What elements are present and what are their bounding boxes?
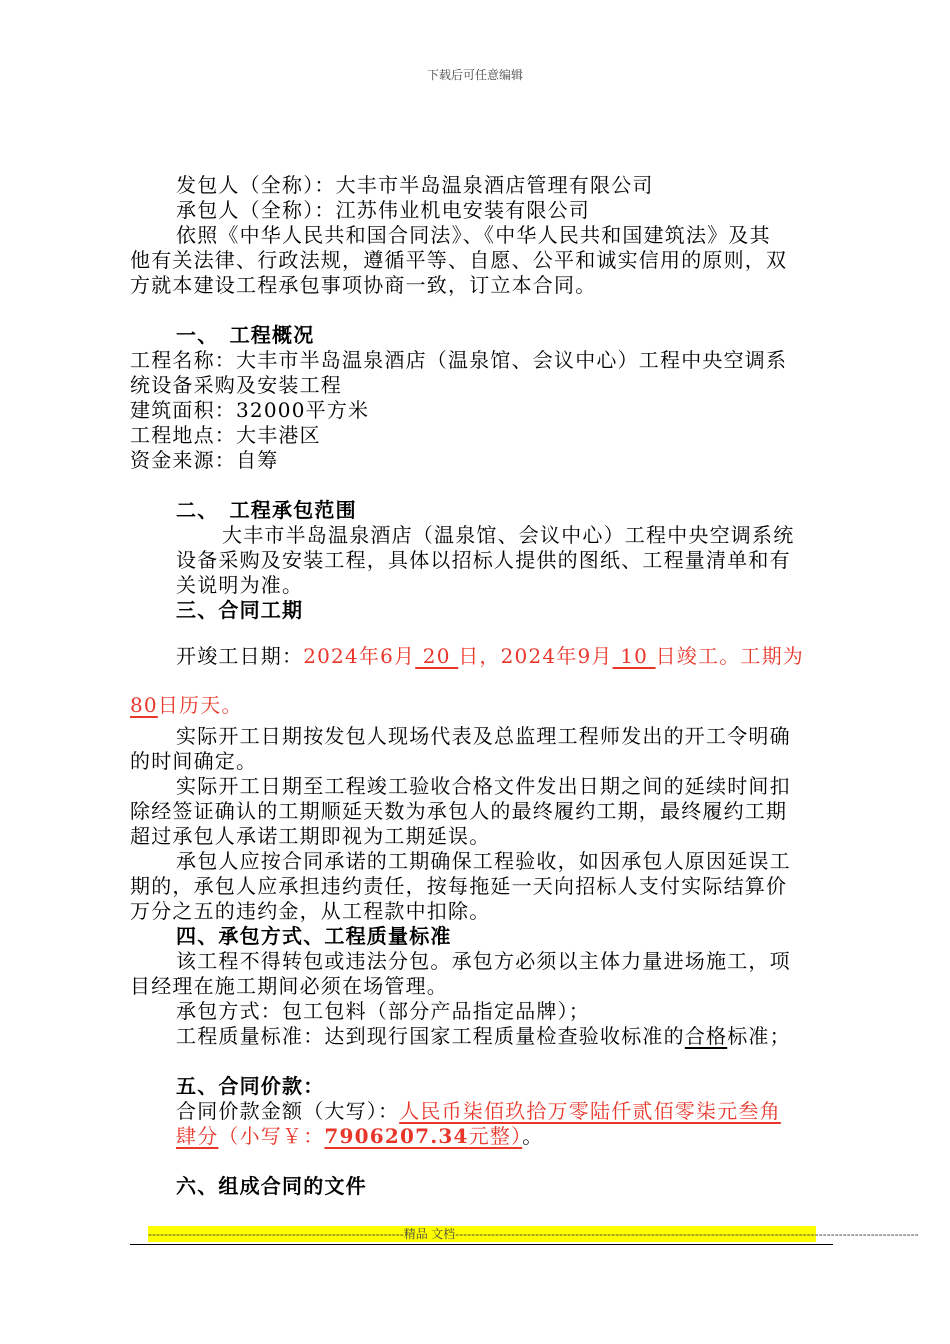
contract-mode-line-3: 承包方式：包工包料（部分产品指定品牌）；	[176, 999, 590, 1023]
start-date-suffix: 日，2024年9月	[458, 644, 613, 668]
price-words-2: 肆分	[176, 1124, 219, 1148]
start-date-prefix: 2024年6月	[303, 644, 416, 668]
footer-label: 精品 文档	[403, 1227, 456, 1241]
schedule-paragraph-5: 超过承包人承诺工期即视为工期延误。	[130, 824, 491, 848]
preamble-line-1: 依照《中华人民共和国合同法》、《中华人民共和国建筑法》及其	[176, 223, 771, 247]
schedule-paragraph-3: 实际开工日期至工程竣工验收合格文件发出日期之间的延续时间扣	[176, 774, 791, 798]
schedule-paragraph-8: 万分之五的违约金，从工程款中扣除。	[130, 899, 491, 923]
employer-line: 发包人（全称）：大丰市半岛温泉酒店管理有限公司	[176, 173, 654, 197]
section3-heading: 三、合同工期	[176, 598, 304, 622]
schedule-label: 开竣工日期：	[176, 644, 304, 668]
footer-left-dashes: ----------------------------------------------------------------	[148, 1227, 404, 1241]
scope-line-2: 设备采购及安装工程，具体以招标人提供的图纸、工程量清单和有	[176, 548, 791, 572]
preamble-line-3: 方就本建设工程承包事项协商一致，订立本合同。	[130, 273, 597, 297]
project-name-line-2: 统设备采购及安装工程	[130, 373, 342, 397]
header-note: 下载后可任意编辑	[426, 68, 523, 82]
schedule-paragraph-1: 实际开工日期按发包人现场代表及总监理工程师发出的开工令明确	[176, 724, 791, 748]
price-end: 。	[522, 1124, 544, 1148]
footer-banner	[148, 1226, 919, 1242]
schedule-paragraph-6: 承包人应按合同承诺的工期确保工程验收，如因承包人原因延误工	[176, 849, 791, 873]
price-line-1	[176, 1099, 781, 1124]
section1-heading: 一、 工程概况	[176, 323, 315, 347]
building-area-line: 建筑面积：32000平方米	[130, 398, 370, 422]
contractor-line: 承包人（全称）：江苏伟业机电安装有限公司	[176, 198, 590, 222]
funding-source-line: 资金来源：自筹	[130, 448, 279, 472]
scope-line-3: 关说明为准。	[176, 573, 304, 597]
duration-suffix: 日历天。	[157, 693, 243, 717]
schedule-paragraph-7: 期的，承包人应承担违约责任，按每拖延一天向招标人支付实际结算价	[130, 874, 788, 898]
duration-line	[130, 693, 243, 718]
quality-level: 合格	[684, 1024, 728, 1048]
footer-right-dashes: --------------------------------------------------------------------------------------------------------------------	[455, 1227, 919, 1241]
price-number: 7906207.34	[324, 1124, 469, 1148]
footer-rule	[130, 1244, 833, 1245]
preamble-line-2: 他有关法律、行政法规，遵循平等、自愿、公平和诚实信用的原则，双	[130, 248, 788, 272]
price-words-1: 人民币柒佰玖拾万零陆仟贰佰零柒元叁角	[399, 1099, 781, 1123]
section2-heading: 二、 工程承包范围	[176, 498, 357, 522]
section5-heading: 五、合同价款：	[176, 1074, 325, 1098]
quality-prefix: 工程质量标准：达到现行国家工程质量检查验收标准的	[176, 1024, 685, 1048]
project-name-line-1: 工程名称：大丰市半岛温泉酒店（温泉馆、会议中心）工程中央空调系	[130, 348, 788, 372]
project-location-line: 工程地点：大丰港区	[130, 423, 321, 447]
quality-standard-line	[176, 1024, 791, 1049]
price-small-prefix: （小写￥：	[218, 1124, 325, 1148]
start-day: 20	[415, 644, 459, 668]
schedule-line	[176, 644, 804, 669]
contract-mode-line-2: 目经理在施工期间必须在场管理。	[130, 974, 448, 998]
duration-days: 80	[130, 693, 158, 717]
section4-heading: 四、承包方式、工程质量标准	[176, 924, 452, 948]
schedule-paragraph-2: 的时间确定。	[130, 749, 258, 773]
end-date-suffix: 日竣工。工期为	[655, 644, 805, 668]
contract-mode-line-1: 该工程不得转包或违法分包。承包方必须以主体力量进场施工，项	[176, 949, 791, 973]
schedule-paragraph-4: 除经签证确认的工期顺延天数为承包人的最终履约工期，最终履约工期	[130, 799, 788, 823]
price-label: 合同价款金额（大写）：	[176, 1099, 400, 1123]
scope-line-1: 大丰市半岛温泉酒店（温泉馆、会议中心）工程中央空调系统	[222, 523, 795, 547]
end-day: 10	[612, 644, 656, 668]
price-line-2	[176, 1124, 543, 1149]
section6-heading: 六、组成合同的文件	[176, 1174, 367, 1198]
price-small-suffix: 元整）	[468, 1124, 523, 1148]
quality-suffix: 标准；	[727, 1024, 791, 1048]
